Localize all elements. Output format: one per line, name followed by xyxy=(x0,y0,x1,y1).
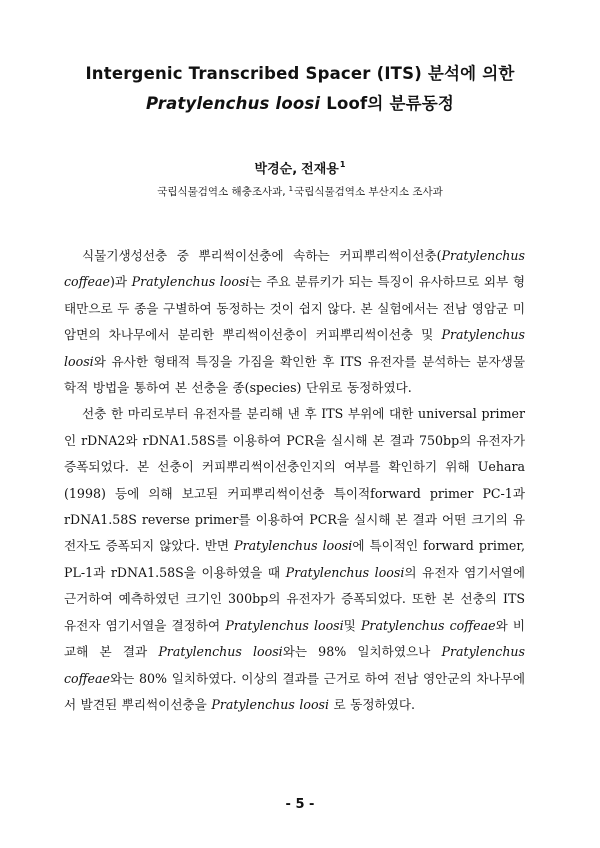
p1-text-1: 식물기생성선충 중 뿌리썩이선충에 속하는 커피뿌리썩이선충( xyxy=(82,248,442,263)
p1-text-2: )과 xyxy=(109,274,132,290)
abstract-body xyxy=(64,243,525,718)
p2-text-2: 에 특이적인 forward primer, PL-1과 rDNA1.58S을 이용하였을 때 xyxy=(64,538,525,580)
author-2-affil-mark: 1 xyxy=(339,160,346,169)
p2-text-5: 와 비교해 본 결과 xyxy=(64,617,526,660)
p2-species-4: Pratylenchus coffeae xyxy=(360,617,496,633)
p2-species-5: Pratylenchus loosi xyxy=(158,644,283,660)
p2-species-7: Pratylenchus loosi xyxy=(211,696,330,712)
title-line-1-text: Intergenic Transcribed Spacer (ITS) 분석에 의한 xyxy=(85,64,515,83)
p2-text-1: 선충 한 마리로부터 유전자를 분리해 낸 후 ITS 부위에 대한 universal primer인 rDNA2와 rDNA1.58S를 이용하여 PCR을 실시해 본 결과 750bp의 유전자가 증폭되었다. 본 선충이 커피뿌리썩이선충인지의 여부를 확인하기 위해 Uehara (1998) 등에 의해 보고된 커피뿌리썩이선충 특이적forward primer PC-1과 rDNA1.58S reverse primer를 이용하여 PCR을 실시해 본 결과 어떤 크기의 유전자도 증폭되지 않았다. 반면 xyxy=(64,406,525,554)
title-line-1 xyxy=(40,63,560,85)
p2-text-4: 및 xyxy=(343,617,361,633)
title-line-2 xyxy=(40,93,560,115)
author-list xyxy=(40,158,560,177)
affiliation-1: 국립식물검역소 해충조사과, xyxy=(157,186,286,198)
p2-text-6: 와는 98% 일치하였으나 xyxy=(282,644,442,660)
affiliations xyxy=(40,184,560,199)
p2-text-3: 의 유전자 염기서열에 근거하여 예측하였던 크기인 300bp의 유전자가 증폭되었다. 또한 본 선충의 ITS 유전자 염기서열을 결정하여 xyxy=(64,564,526,633)
p1-species-1: Pratylenchus coffeae xyxy=(64,248,525,290)
author-2: 전재용 xyxy=(301,162,339,177)
affiliation-2-mark: 1 xyxy=(288,185,294,193)
p2-species-3: Pratylenchus loosi xyxy=(225,617,344,633)
title-line-2-rest: Loof의 분류동정 xyxy=(320,94,455,113)
p2-species-1: Pratylenchus loosi xyxy=(234,538,353,554)
p1-text-3: 는 주요 분류키가 되는 특징이 유사하므로 외부 형태만으로 두 종을 구별하여 동정하는 것이 쉽지 않다. 본 실험에서는 전남 영암군 미암면의 차나무에서 분리한 뿌리썩이선충이 커피뿌리썩이선충 및 xyxy=(64,274,525,343)
title-species-name: Pratylenchus loosi xyxy=(145,94,321,113)
affiliation-2: 국립식물검역소 부산지소 조사과 xyxy=(294,186,443,198)
page-number: - 5 - xyxy=(285,797,315,812)
author-1: 박경순, xyxy=(254,162,298,177)
p2-text-8: 로 동정하였다. xyxy=(329,696,416,712)
abstract-paragraph-2 xyxy=(64,401,525,718)
p1-text-4: 와 유사한 형태적 특징을 가짐을 확인한 후 ITS 유전자를 분석하는 분자생물학적 방법을 통하여 본 선충을 종(species) 단위로 동정하였다. xyxy=(64,353,525,396)
p1-species-2: Pratylenchus loosi xyxy=(131,274,250,290)
abstract-paragraph-1 xyxy=(64,243,525,401)
p1-species-3: Pratylenchus loosi xyxy=(64,327,525,369)
p2-species-2: Pratylenchus loosi xyxy=(285,564,405,580)
p2-species-6: Pratylenchus coffeae xyxy=(64,644,526,686)
p2-text-7: 와는 80% 일치하였다. 이상의 결과를 근거로 하여 전남 영안군의 차나무에서 발견된 뿌리썩이선충을 xyxy=(64,670,525,712)
